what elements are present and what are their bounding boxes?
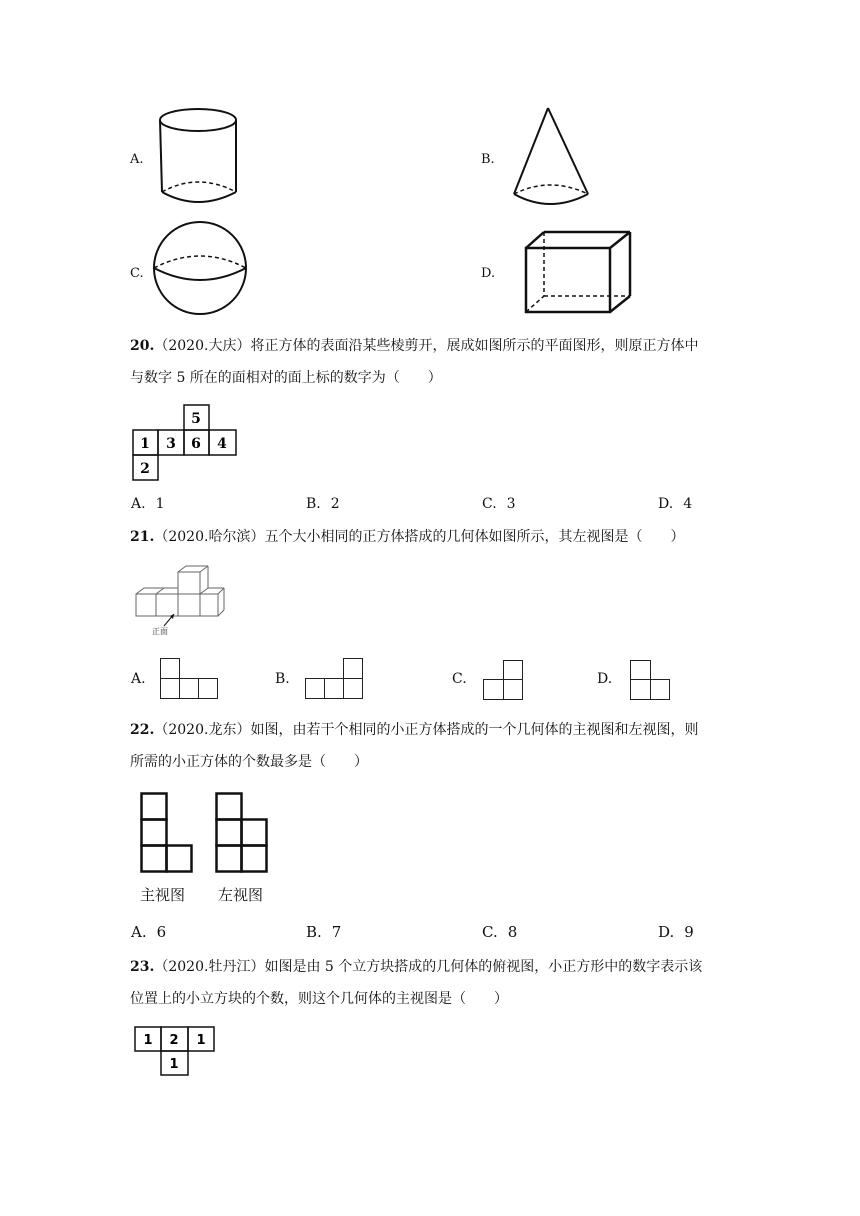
answer-letter: D. [658, 496, 674, 512]
answer-value: 7 [331, 923, 342, 941]
option-b-view [305, 658, 367, 702]
answer-value: 1 [155, 496, 165, 512]
option-d-view [630, 660, 674, 702]
question-text-line2: 位置上的小立方块的个数，则这个几何体的主视图是（ ） [130, 991, 508, 1007]
net-number: 2 [140, 461, 150, 477]
answer-letter: A. [131, 496, 146, 512]
answer-c[interactable] [482, 496, 516, 512]
question-text-line1: 如图，由若干个相同的小正方体搭成的一个几何体的主视图和左视图，则 [250, 722, 699, 738]
cube-net-figure [132, 404, 240, 484]
grid-number: 2 [169, 1033, 179, 1048]
question-source: （2020.龙东） [154, 722, 251, 738]
option-c-view [483, 660, 527, 702]
option-b-label: B. [481, 152, 495, 167]
answer-d[interactable] [658, 496, 692, 512]
option-a-label[interactable]: A. [131, 671, 146, 687]
option-c-label: C. [130, 266, 144, 281]
answer-d[interactable] [658, 923, 694, 941]
question-text-line1: 将正方体的表面沿某些棱剪开，展成如图所示的平面图形，则原正方体中 [250, 338, 699, 354]
question-source: （2020.牡丹江） [154, 959, 265, 975]
grid-number: 1 [196, 1033, 206, 1048]
answer-value: 4 [683, 496, 693, 512]
question-20 [130, 330, 740, 394]
answer-value: 3 [506, 496, 516, 512]
top-view-grid [134, 1026, 218, 1078]
answer-b[interactable] [306, 923, 341, 941]
question-number: 20. [130, 338, 155, 354]
net-number: 5 [191, 411, 201, 427]
answer-value: 9 [684, 923, 694, 941]
question-text-line1: 如图是由 5 个立方块搭成的几何体的俯视图，小正方形中的数字表示该 [264, 959, 703, 975]
front-view-caption: 主视图 [140, 886, 186, 904]
question-23 [130, 951, 740, 1015]
grid-number: 1 [169, 1057, 179, 1072]
front-label: 正面 [152, 627, 168, 636]
net-number: 1 [140, 436, 150, 452]
cuboid-figure [524, 230, 634, 316]
front-view-figure [140, 792, 196, 874]
question-text-line1: 五个大小相同的正方体搭成的几何体如图所示，其左视图是（ ） [264, 529, 685, 545]
cylinder-figure [158, 106, 240, 206]
answer-c[interactable] [482, 923, 517, 941]
option-d-label[interactable]: D. [597, 671, 613, 687]
option-c-label[interactable]: C. [452, 671, 467, 687]
answer-b[interactable] [306, 496, 340, 512]
left-view-figure [215, 792, 271, 874]
grid-number: 1 [143, 1033, 153, 1048]
answer-letter: B. [306, 496, 321, 512]
net-number: 3 [166, 436, 176, 452]
answer-letter: A. [131, 923, 147, 941]
question-text-line2: 所需的小正方体的个数最多是（ ） [130, 754, 368, 770]
answer-letter: D. [658, 923, 675, 941]
option-a-label: A. [130, 152, 144, 167]
option-d-label: D. [481, 266, 496, 281]
question-text-line2: 与数字 5 所在的面相对的面上标的数字为（ ） [130, 370, 442, 386]
net-number: 6 [191, 436, 201, 452]
question-source: （2020.哈尔滨） [154, 529, 265, 545]
sphere-figure [152, 220, 250, 318]
question-number: 23. [130, 959, 155, 975]
answer-letter: B. [306, 923, 322, 941]
answer-value: 6 [156, 923, 167, 941]
question-source: （2020.大庆） [154, 338, 251, 354]
cone-figure [512, 106, 592, 210]
option-b-label[interactable]: B. [275, 671, 290, 687]
option-a-view [160, 658, 222, 702]
question-number: 22. [130, 722, 155, 738]
cube-stack-figure [130, 564, 230, 640]
answer-letter: C. [482, 496, 497, 512]
left-view-caption: 左视图 [218, 886, 264, 904]
question-22 [130, 714, 740, 778]
net-number: 4 [217, 436, 227, 452]
question-number: 21. [130, 529, 155, 545]
answer-a[interactable] [131, 496, 164, 512]
answer-a[interactable] [131, 923, 166, 941]
question-21 [130, 521, 740, 553]
answer-value: 2 [330, 496, 340, 512]
answer-letter: C. [482, 923, 498, 941]
answer-value: 8 [507, 923, 518, 941]
